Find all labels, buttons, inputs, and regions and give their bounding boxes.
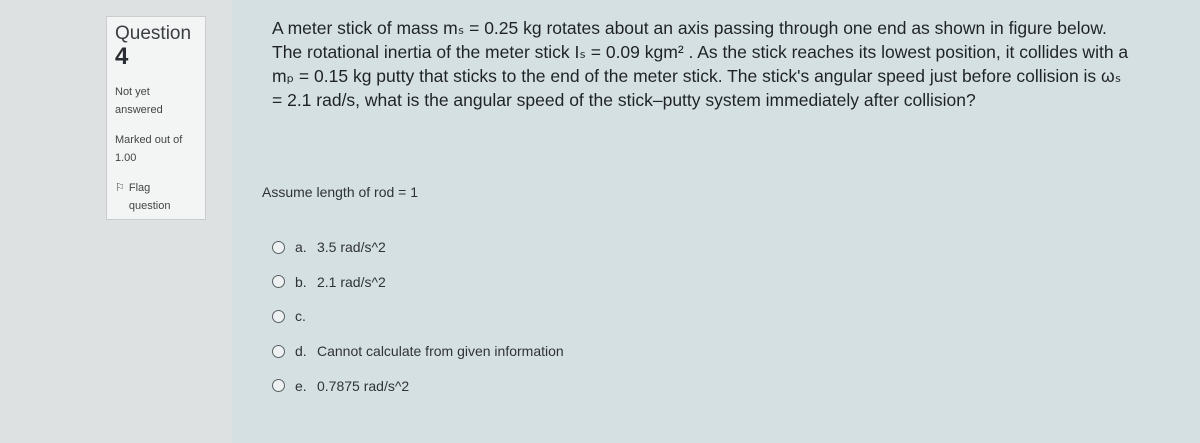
radio-option-e[interactable] bbox=[272, 379, 285, 392]
question-grade bbox=[115, 131, 205, 167]
question-content bbox=[232, 0, 1200, 443]
option-text: 2.1 rad/s^2 bbox=[317, 273, 386, 290]
question-state bbox=[115, 83, 205, 119]
state-line-1: Not yet bbox=[115, 86, 150, 98]
flag-line-1: Flag bbox=[128, 182, 151, 194]
state-line-2: answered bbox=[115, 104, 163, 116]
option-letter: b. bbox=[295, 273, 307, 290]
question-label: Question bbox=[115, 23, 192, 44]
marked-line-1: Marked out of bbox=[115, 134, 183, 146]
question-number: 4 bbox=[115, 43, 129, 70]
option-letter: a. bbox=[295, 239, 307, 256]
flag-line-2: question bbox=[128, 200, 171, 212]
flag-question-button[interactable] bbox=[115, 179, 205, 215]
radio-option-c[interactable] bbox=[272, 310, 285, 323]
option-text: 3.5 rad/s^2 bbox=[317, 239, 386, 256]
assumption-text: Assume length of rod = 1 bbox=[262, 184, 419, 200]
option-a[interactable] bbox=[272, 230, 564, 265]
radio-option-b[interactable] bbox=[272, 275, 285, 288]
option-text: Cannot calculate from given information bbox=[317, 343, 564, 360]
option-text: 0.7875 rad/s^2 bbox=[317, 377, 410, 394]
option-b[interactable] bbox=[272, 265, 564, 300]
question-text: A meter stick of mass mₛ = 0.25 kg rotates about an axis passing through one end as shown in figure below. The rotational inertia of the meter stick Iₛ = 0.09 kgm² . As the stick reaches its lowest position, it collides with a mₚ = 0.15 kg putty that sticks to the end of the meter stick. The stick's angular speed just before collision is ωₛ = 2.1 rad/s, what is the angular speed of the stick–putty system immediately after collision? bbox=[272, 18, 1129, 110]
marked-line-2: 1.00 bbox=[115, 152, 137, 164]
question-info-panel bbox=[106, 16, 206, 220]
option-letter: e. bbox=[295, 377, 307, 394]
option-e[interactable] bbox=[272, 368, 564, 403]
option-letter: c. bbox=[295, 308, 306, 325]
flag-icon: ⚐ bbox=[115, 182, 125, 194]
option-d[interactable] bbox=[272, 334, 564, 369]
radio-option-d[interactable] bbox=[272, 345, 285, 358]
option-letter: d. bbox=[295, 343, 307, 360]
answer-options bbox=[272, 230, 564, 403]
radio-option-a[interactable] bbox=[272, 241, 285, 254]
option-c[interactable] bbox=[272, 299, 564, 334]
